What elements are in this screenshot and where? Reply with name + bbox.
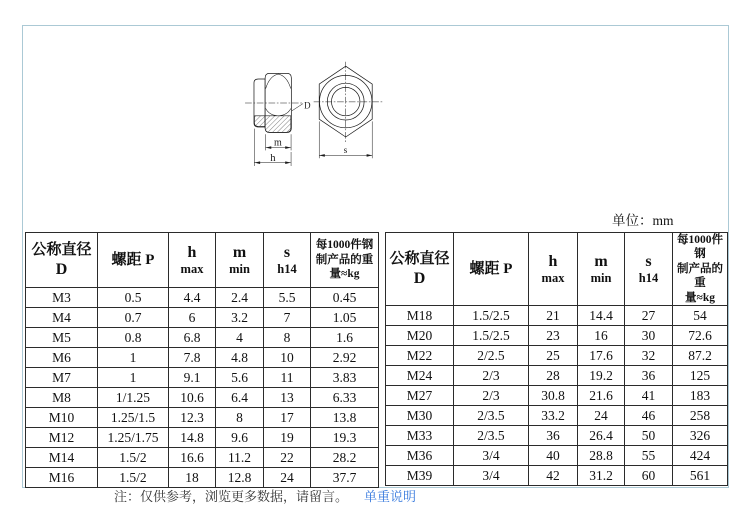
table-row [26,428,379,448]
cell-m-min: 21.6 [578,385,625,405]
cell-diameter: M24 [386,365,454,385]
cell-diameter: M4 [26,308,98,328]
cell-pitch: 1.5/2.5 [454,305,529,325]
cell-h-max: 6.8 [169,328,216,348]
cell-weight: 561 [673,465,728,485]
cell-h-max: 33.2 [529,405,578,425]
cell-weight: 0.45 [311,288,379,308]
cell-weight: 125 [673,365,728,385]
cell-pitch: 2/3 [454,365,529,385]
cell-h-max: 23 [529,325,578,345]
cell-m-min: 11.2 [216,448,264,468]
cell-diameter: M12 [26,428,98,448]
cell-pitch: 2/3 [454,385,529,405]
cell-m-min: 6.4 [216,388,264,408]
cell-m-min: 26.4 [578,425,625,445]
cell-m-min: 4.8 [216,348,264,368]
cell-m-min: 3.2 [216,308,264,328]
cell-pitch: 0.7 [98,308,169,328]
cell-m-min: 9.6 [216,428,264,448]
cell-h-max: 42 [529,465,578,485]
col-header-diameter: 公称直径 D [26,233,98,288]
cell-s-h14: 17 [264,408,311,428]
cell-m-min: 24 [578,405,625,425]
cell-pitch: 1.5/2.5 [454,325,529,345]
table-header-row [386,233,728,306]
cell-diameter: M18 [386,305,454,325]
table-row [386,385,728,405]
cell-h-max: 14.8 [169,428,216,448]
table-row [386,465,728,485]
cell-diameter: M22 [386,345,454,365]
cell-pitch: 2/3.5 [454,425,529,445]
cell-h-max: 40 [529,445,578,465]
cell-diameter: M36 [386,445,454,465]
cell-pitch: 1/1.25 [98,388,169,408]
side-view-drawing [245,73,302,132]
right-spec-table [385,232,728,486]
cell-diameter: M5 [26,328,98,348]
cell-diameter: M3 [26,288,98,308]
cell-h-max: 10.6 [169,388,216,408]
cell-diameter: M14 [26,448,98,468]
dim-label-s: s [343,146,348,157]
cell-pitch: 0.8 [98,328,169,348]
table-row [386,425,728,445]
table-row [386,325,728,345]
cell-weight: 1.05 [311,308,379,328]
left-spec-table [25,232,379,488]
cell-h-max: 9.1 [169,368,216,388]
cell-s-h14: 5.5 [264,288,311,308]
diameter-leader [292,104,303,111]
cell-weight: 258 [673,405,728,425]
cell-m-min: 5.6 [216,368,264,388]
cell-h-max: 21 [529,305,578,325]
cell-diameter: M7 [26,368,98,388]
unit-label: 单位：mm [612,213,674,228]
cell-m-min: 4 [216,328,264,348]
cell-diameter: M20 [386,325,454,345]
col-header-diameter: 公称直径 D [386,233,454,306]
table-row [26,288,379,308]
cell-diameter: M39 [386,465,454,485]
cell-h-max: 4.4 [169,288,216,308]
cell-pitch: 1 [98,368,169,388]
cell-pitch: 2/2.5 [454,345,529,365]
cell-m-min: 31.2 [578,465,625,485]
cell-s-h14: 22 [264,448,311,468]
cell-s-h14: 32 [625,345,673,365]
col-header-h: h max [169,233,216,288]
col-header-pitch: 螺距 P [98,233,169,288]
cell-h-max: 36 [529,425,578,445]
cell-pitch: 1.25/1.75 [98,428,169,448]
cell-pitch: 1.5/2 [98,468,169,488]
cell-diameter: M30 [386,405,454,425]
cell-weight: 72.6 [673,325,728,345]
cell-weight: 424 [673,445,728,465]
note-text: 注：仅供参考，浏览更多数据，请留言。 [114,489,349,504]
cell-m-min: 12.8 [216,468,264,488]
section-hatch-body [265,116,291,132]
cell-s-h14: 60 [625,465,673,485]
cell-diameter: M8 [26,388,98,408]
col-header-weight: 每1000件钢 制产品的重 量≈kg [673,233,728,306]
cell-weight: 54 [673,305,728,325]
section-hatch-collar [255,116,266,127]
technical-drawing [230,25,520,220]
cell-s-h14: 10 [264,348,311,368]
cell-m-min: 16 [578,325,625,345]
cell-pitch: 3/4 [454,445,529,465]
dim-label-d: D [304,100,311,111]
table-row [386,365,728,385]
cell-m-min: 17.6 [578,345,625,365]
cell-m-min: 8 [216,408,264,428]
cell-s-h14: 13 [264,388,311,408]
table-row [26,468,379,488]
cell-s-h14: 50 [625,425,673,445]
cell-pitch: 2/3.5 [454,405,529,425]
cell-weight: 183 [673,385,728,405]
cell-weight: 1.6 [311,328,379,348]
col-header-weight: 每1000件钢 制产品的重 量≈kg [311,233,379,288]
footer-note [114,486,416,505]
col-header-m: m min [578,233,625,306]
cell-weight: 13.8 [311,408,379,428]
cell-h-max: 18 [169,468,216,488]
table-row [386,445,728,465]
cell-h-max: 25 [529,345,578,365]
table-row [386,345,728,365]
dim-label-h: h [270,152,276,164]
dim-label-m: m [274,137,282,149]
cell-s-h14: 55 [625,445,673,465]
cell-pitch: 1.25/1.5 [98,408,169,428]
table-row [26,408,379,428]
cell-s-h14: 7 [264,308,311,328]
cell-s-h14: 11 [264,368,311,388]
col-header-h: h max [529,233,578,306]
cell-s-h14: 36 [625,365,673,385]
table-row [26,448,379,468]
cell-pitch: 0.5 [98,288,169,308]
cell-pitch: 1.5/2 [98,448,169,468]
cell-s-h14: 30 [625,325,673,345]
cell-weight: 37.7 [311,468,379,488]
cell-m-min: 2.4 [216,288,264,308]
cell-m-min: 14.4 [578,305,625,325]
table-row [386,305,728,325]
cell-h-max: 30.8 [529,385,578,405]
cell-s-h14: 41 [625,385,673,405]
table-header-row [26,233,379,288]
cell-weight: 326 [673,425,728,445]
cell-h-max: 28 [529,365,578,385]
table-row [26,348,379,368]
cell-weight: 28.2 [311,448,379,468]
cell-s-h14: 27 [625,305,673,325]
cell-h-max: 6 [169,308,216,328]
table-row [26,308,379,328]
cell-m-min: 28.8 [578,445,625,465]
col-header-s: s h14 [264,233,311,288]
cell-s-h14: 46 [625,405,673,425]
cell-weight: 87.2 [673,345,728,365]
cell-s-h14: 19 [264,428,311,448]
col-header-s: s h14 [625,233,673,306]
weight-info-link[interactable]: 单重说明 [364,489,417,504]
col-header-m: m min [216,233,264,288]
cell-pitch: 3/4 [454,465,529,485]
cell-weight: 3.83 [311,368,379,388]
cell-weight: 6.33 [311,388,379,408]
cell-weight: 19.3 [311,428,379,448]
table-row [386,405,728,425]
cell-diameter: M27 [386,385,454,405]
cell-diameter: M16 [26,468,98,488]
table-row [26,388,379,408]
cell-pitch: 1 [98,348,169,368]
cell-diameter: M33 [386,425,454,445]
cell-m-min: 19.2 [578,365,625,385]
cell-diameter: M10 [26,408,98,428]
cell-weight: 2.92 [311,348,379,368]
cell-s-h14: 24 [264,468,311,488]
table-row [26,368,379,388]
cell-s-h14: 8 [264,328,311,348]
cell-h-max: 16.6 [169,448,216,468]
cell-diameter: M6 [26,348,98,368]
table-row [26,328,379,348]
cell-h-max: 12.3 [169,408,216,428]
col-header-pitch: 螺距 P [454,233,529,306]
cell-h-max: 7.8 [169,348,216,368]
